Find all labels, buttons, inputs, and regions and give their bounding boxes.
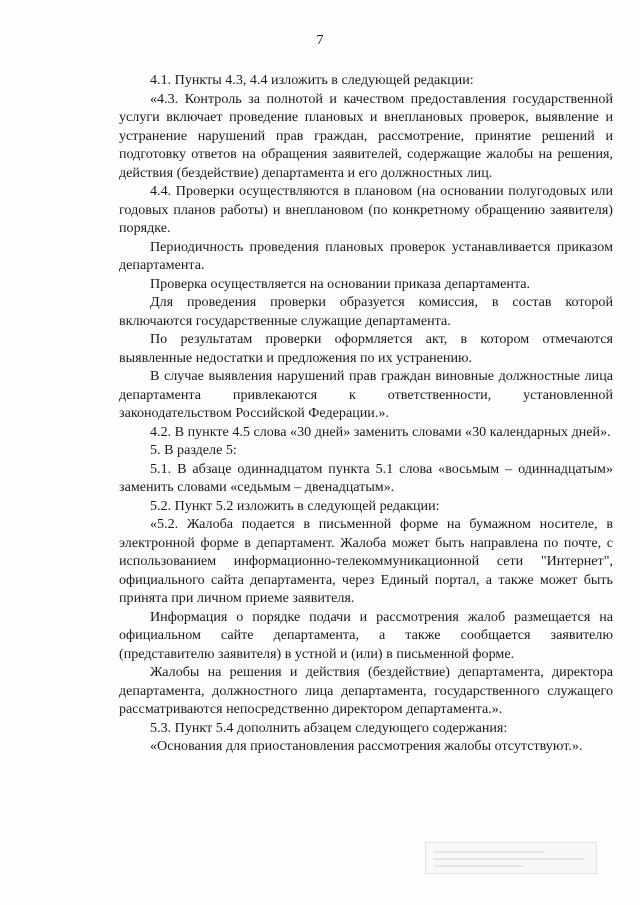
paragraph-4-3: «4.3. Контроль за полнотой и качеством предоставления государственной услуги включает проведение плановых и внеплановых проверок, выявление и устранение нарушений прав граждан, рассмотрение, принятие решений и подготовку ответов на обращения заявителей, содержащие жалобы на решения, действия (бездействие) департамента и его должностных лиц. — [119, 90, 613, 181]
paragraph-complaint-info: Информация о порядке подачи и рассмотрения жалоб размещается на официальном сайте департамента, а также сообщается заявителю (представителю заявителя) в устной и (или) в письменной форме. — [119, 608, 613, 662]
paragraph-5-2-text: «5.2. Жалоба подается в письменной форме на бумажном носителе, в электронной форме в департамент. Жалоба может быть направлена по почте, с использованием информационно-телекоммуникационной сети "Интернет", официального сайта департамента, через Единый портал, а также может быть принята при личном приеме заявителя. — [119, 516, 613, 606]
paragraph-5-2-intro: 5.2. Пункт 5.2 изложить в следующей редакции: — [150, 497, 440, 514]
paragraph-violations: В случае выявления нарушений прав граждан виновные должностные лица департамента привлекаются к ответственности, установленной законодательством Российской Федерации.». — [119, 368, 613, 421]
document-body — [119, 71, 613, 756]
paragraph-complaint-review: Жалобы на решения и действия (бездействие) департамента, директора департамента, должностного лица департамента, государственного служащего рассматриваются непосредственно директором департамента.». — [119, 664, 613, 717]
paragraph-4-2: 4.2. В пункте 4.5 слова «30 дней» заменить словами «30 календарных дней». — [150, 423, 611, 440]
paragraph-4-4: 4.4. Проверки осуществляются в плановом (на основании полугодовых или годовых планов работы) и внеплановом (по конкретному обращению заявителя) порядке. — [119, 183, 613, 236]
paragraph-section-5: 5. В разделе 5: — [150, 442, 237, 458]
paragraph-4-1: 4.1. Пункты 4.3, 4.4 изложить в следующей редакции: — [150, 72, 474, 88]
paragraph-commission: Для проведения проверки образуется комиссия, в состав которой включаются государственные служащие департамента. — [119, 294, 613, 329]
paragraph-periodicity: Периодичность проведения плановых проверок устанавливается приказом департамента. — [119, 238, 613, 273]
page-number: 7 — [316, 33, 324, 48]
paragraph-act: По результатам проверки оформляется акт, в котором отмечаются выявленные недостатки и предложения по их устранению. — [119, 331, 613, 366]
paragraph-5-1: 5.1. В абзаце одиннадцатом пункта 5.1 слова «восьмым – одиннадцатым» заменить словами «седьмым – двенадцатым». — [119, 460, 613, 495]
paragraph-inspection-basis: Проверка осуществляется на основании приказа департамента. — [150, 275, 531, 292]
faint-stamp — [425, 842, 597, 874]
paragraph-5-3: 5.3. Пункт 5.4 дополнить абзацем следующего содержания: — [150, 719, 508, 736]
paragraph-suspension: «Основания для приостановления рассмотрения жалобы отсутствуют.». — [150, 738, 583, 754]
